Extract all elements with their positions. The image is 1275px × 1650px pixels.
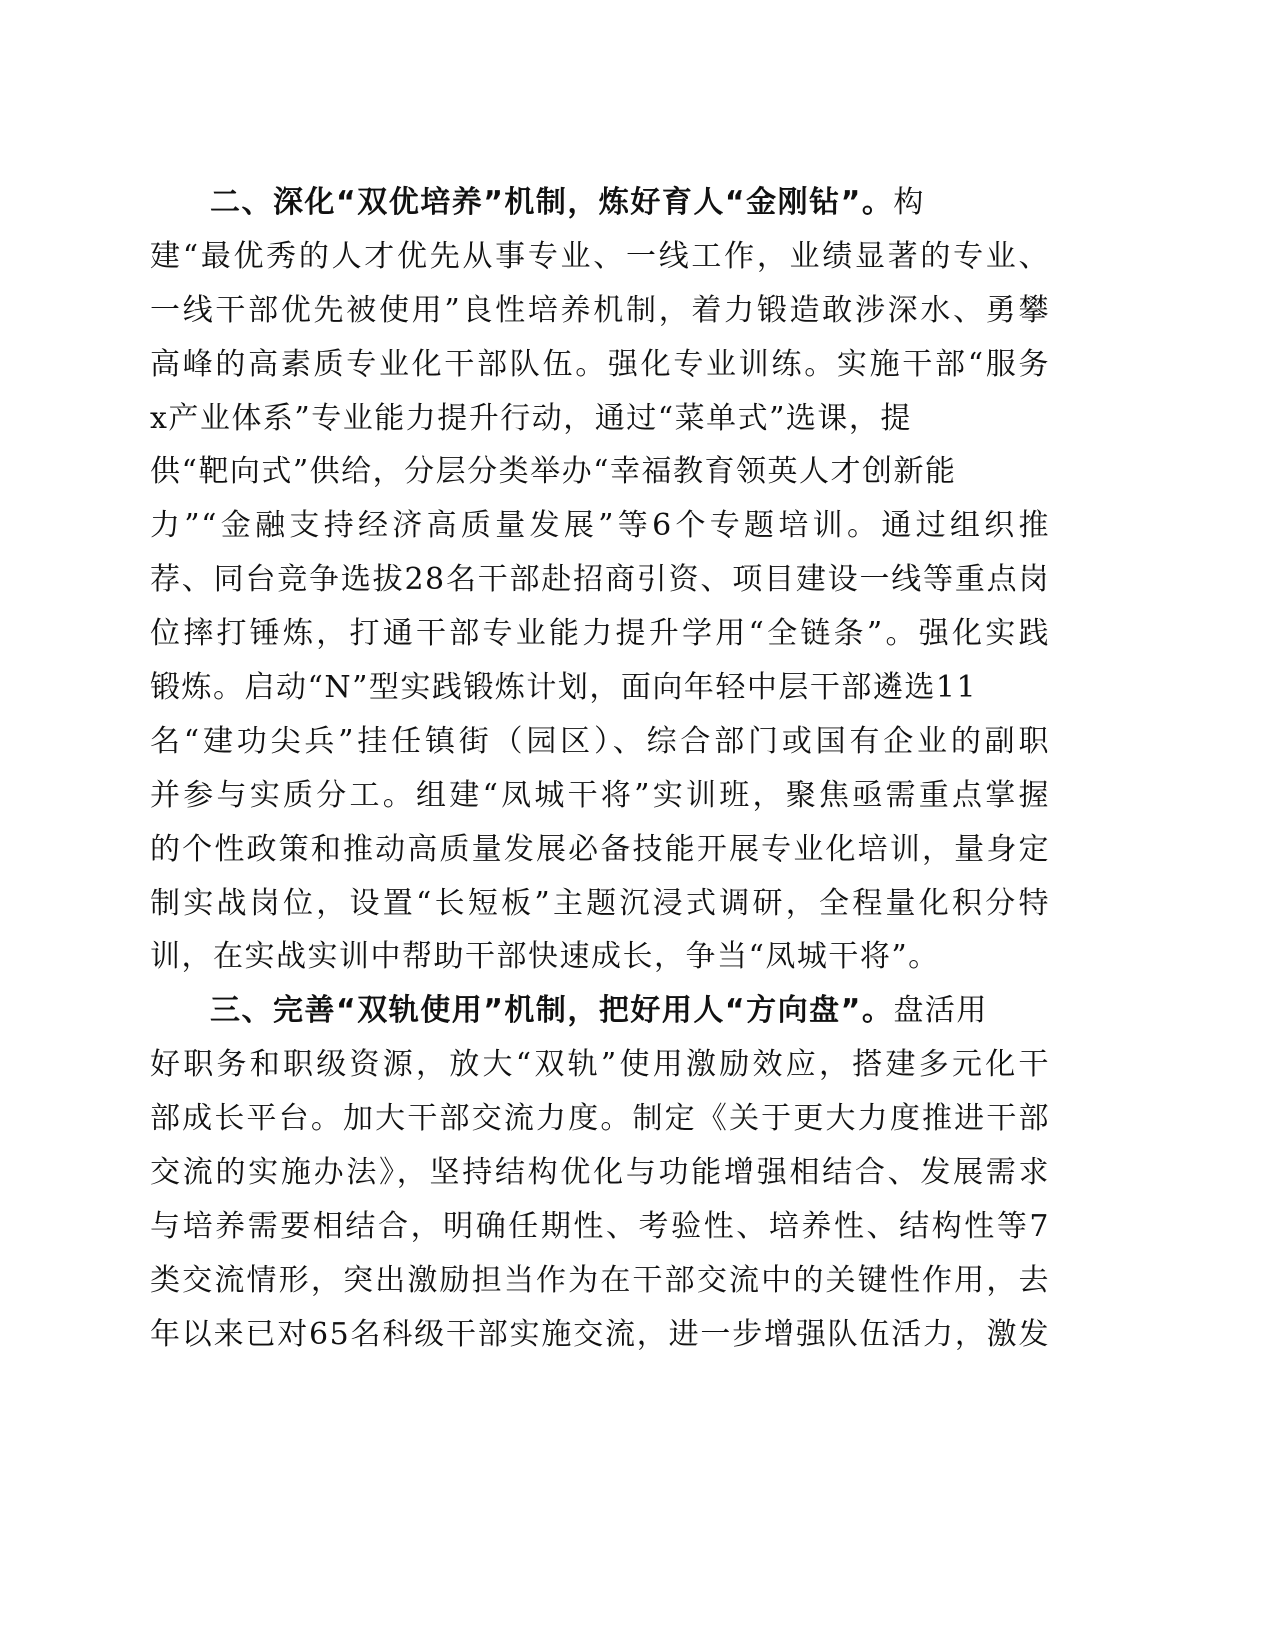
paragraph-line: x产业体系”专业能力提升行动，通过“菜单式”选课，提: [150, 400, 912, 436]
paragraph-line: 高峰的高素质专业化干部队伍。强化专业训练。实施干部“服务: [150, 346, 1050, 382]
section-two-first-line: [150, 176, 1050, 230]
section-three-text: 盘活用: [893, 993, 988, 1029]
paragraph-line: 力”“金融支持经济高质量发展”等6个专题培训。通过组织推: [150, 508, 1050, 544]
paragraph-line: 制实战岗位，设置“长短板”主题沉浸式调研，全程量化积分特: [150, 885, 1050, 921]
section-three-first-line: [150, 984, 1050, 1038]
paragraph-line: 锻炼。启动“N”型实践锻炼计划，面向年轻中层干部遴选11: [150, 670, 978, 706]
paragraph-line: 并参与实质分工。组建“凤城干将”实训班，聚焦亟需重点掌握: [150, 777, 1050, 813]
paragraph-line: 好职务和职级资源，放大“双轨”使用激励效应，搭建多元化干: [150, 1047, 1050, 1083]
document-body: [150, 176, 1050, 1362]
section-two-heading: 二、深化“双优培养”机制，炼好育人“金刚钻”。: [210, 185, 894, 220]
paragraph-line: 名“建功尖兵”挂任镇街（园区）、综合部门或国有企业的副职: [150, 723, 1050, 759]
paragraph-line: 荐、同台竞争选拔28名干部赴招商引资、项目建设一线等重点岗: [150, 562, 1050, 598]
paragraph-line: 的个性政策和推动高质量发展必备技能开展专业化培训，量身定: [150, 831, 1050, 867]
paragraph-line: 年以来已对65名科级干部实施交流，进一步增强队伍活力，激发: [150, 1316, 1050, 1352]
paragraph-line: 部成长平台。加大干部交流力度。制定《关于更大力度推进干部: [150, 1101, 1050, 1137]
paragraph-line: 交流的实施办法》，坚持结构优化与功能增强相结合、发展需求: [150, 1155, 1050, 1191]
section-three-heading: 三、完善“双轨使用”机制，把好用人“方向盘”。: [210, 993, 894, 1029]
paragraph-line: 位摔打锤炼，打通干部专业能力提升学用“全链条”。强化实践: [150, 616, 1050, 652]
paragraph-line: 供“靶向式”供给，分层分类举办“幸福教育领英人才创新能: [150, 454, 957, 490]
paragraph-line: 建“最优秀的人才优先从事专业、一线工作，业绩显著的专业、: [150, 238, 1050, 274]
paragraph-line: 类交流情形，突出激励担当作为在干部交流中的关键性作用，去: [150, 1262, 1050, 1298]
paragraph-line: 一线干部优先被使用”良性培养机制，着力锻造敢涉深水、勇攀: [150, 292, 1050, 328]
section-two-text: 构: [893, 185, 925, 220]
paragraph-line: 训，在实战实训中帮助干部快速成长，争当“凤城干将”。: [150, 939, 940, 975]
paragraph-line: 与培养需要相结合，明确任期性、考验性、培养性、结构性等7: [150, 1208, 1050, 1244]
